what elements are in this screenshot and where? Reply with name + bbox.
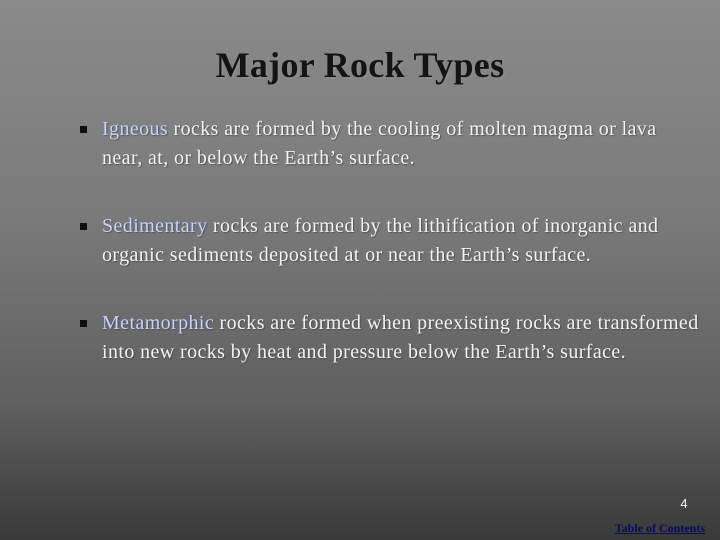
table-of-contents-link[interactable]: Table of Contents [614, 521, 705, 535]
bullet-term: Sedimentary [102, 215, 208, 237]
bullet-text: rocks are formed by the lithification of inorganic and organic sediments deposited at or near the Earth’s surface. [102, 215, 659, 266]
square-bullet-icon [80, 223, 87, 230]
square-bullet-icon [80, 320, 87, 327]
bullet-term: Igneous [102, 118, 169, 140]
page-number: 4 [680, 496, 688, 511]
bullet-item-metamorphic [80, 309, 700, 367]
bullet-item-sedimentary [80, 212, 700, 270]
square-bullet-icon [80, 126, 87, 133]
bullet-text: rocks are formed when preexisting rocks are transformed into new rocks by heat and pressure below the Earth’s surface. [102, 312, 699, 363]
bullet-text: rocks are formed by the cooling of molten magma or lava near, at, or below the Earth’s surface. [102, 118, 657, 169]
slide-title: Major Rock Types [215, 45, 505, 85]
bullet-item-igneous [80, 115, 700, 173]
bullet-list [80, 115, 700, 367]
bullet-term: Metamorphic [102, 312, 215, 334]
